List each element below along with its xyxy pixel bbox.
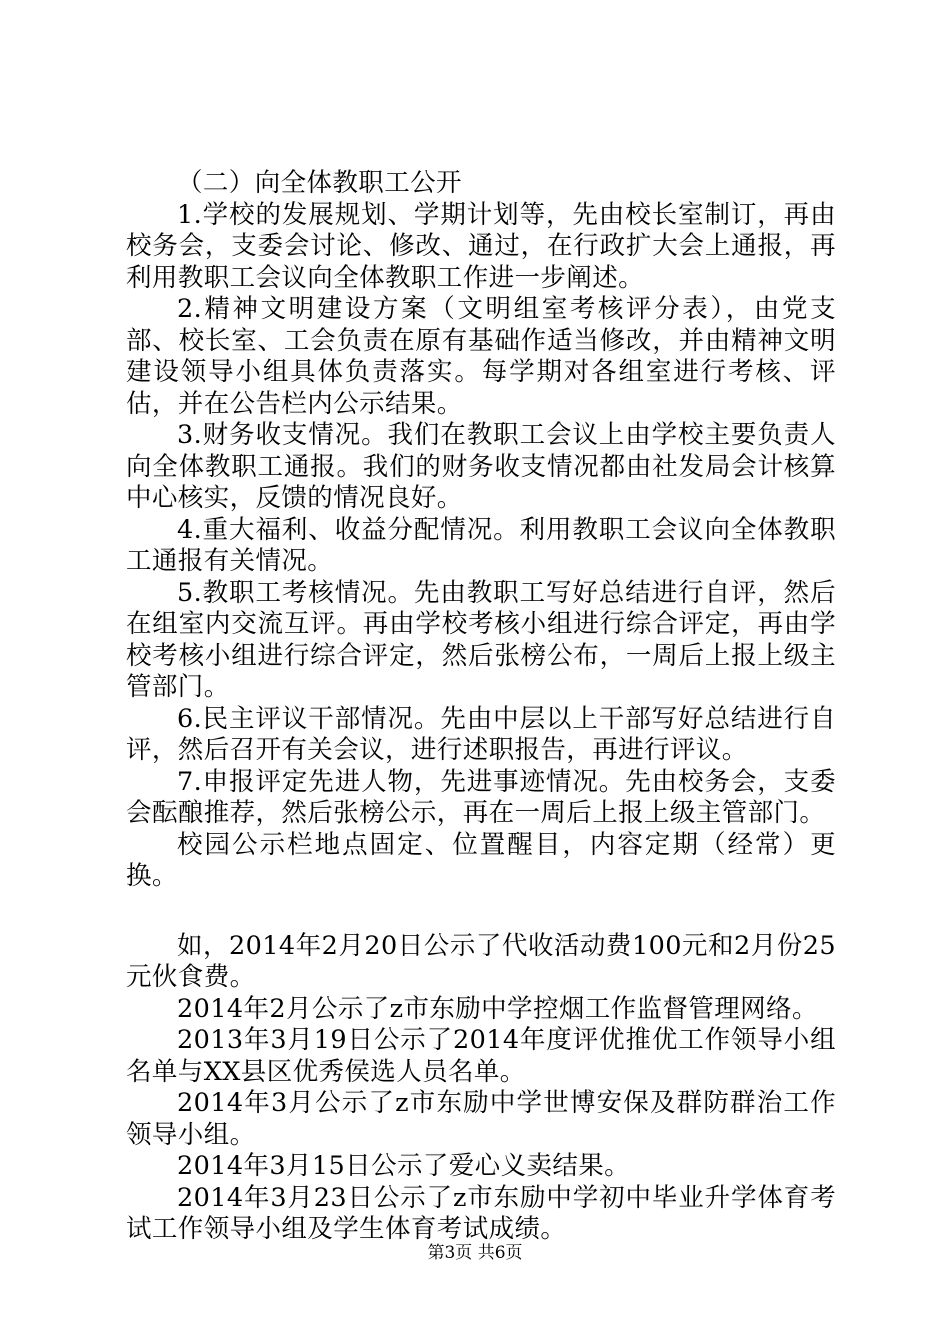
paragraph-civilization: 2.精神文明建设方案（文明组室考核评分表），由党支部、校长室、工会负责在原有基础作适当修改，并由精神文明建设领导小组具体负责落实。每学期对各组室进行考核、评估，并在公告栏内公示结果。 — [126, 294, 836, 419]
example-item: 2014年3月15日公示了爱心义卖结果。 — [177, 1151, 631, 1181]
example-item: 2014年2月公示了z市东励中学控烟工作监督管理网络。 — [177, 993, 818, 1024]
page-number-footer: 第3页 共6页 — [427, 1243, 523, 1263]
section-heading: （二）向全体教职工公开 — [177, 168, 462, 198]
document-body — [126, 168, 836, 1246]
paragraph-bulletin-board: 校园公示栏地点固定、位置醒目，内容定期（经常）更换。 — [126, 829, 836, 891]
paragraph-advanced-figures: 7.申报评定先进人物，先进事迹情况。先由校务会，支委会酝酿推荐，然后张榜公示，再在一周后上报上级主管部门。 — [126, 766, 836, 828]
example-item: 如，2014年2月20日公示了代收活动费100元和2月份25元伙食费。 — [126, 930, 836, 992]
paragraph-gap — [126, 893, 836, 931]
paragraph-welfare: 4.重大福利、收益分配情况。利用教职工会议向全体教职工通报有关情况。 — [126, 514, 836, 576]
paragraph-plan: 1.学校的发展规划、学期计划等，先由校长室制订，再由校务会，支委会讨论、修改、通过，在行政扩大会上通报，再利用教职工会议向全体教职工作进一步阐述。 — [126, 199, 836, 293]
paragraph-finance: 3.财务收支情况。我们在教职工会议上由学校主要负责人向全体教职工通报。我们的财务收支情况都由社发局会计核算中心核实，反馈的情况良好。 — [126, 420, 836, 513]
example-item: 2013年3月19日公示了2014年度评优推优工作领导小组名单与XX县区优秀侯选人员名单。 — [126, 1025, 836, 1087]
paragraph-cadre-review: 6.民主评议干部情况。先由中层以上干部写好总结进行自评，然后召开有关会议，进行述职报告，再进行评议。 — [126, 703, 836, 765]
example-item: 2014年3月公示了z市东励中学世博安保及群防群治工作领导小组。 — [126, 1088, 836, 1150]
example-item: 2014年3月23日公示了z市东励中学初中毕业升学体育考试工作领导小组及学生体育考试成绩。 — [126, 1182, 836, 1244]
paragraph-assessment: 5.教职工考核情况。先由教职工写好总结进行自评，然后在组室内交流互评。再由学校考核小组进行综合评定，再由学校考核小组进行综合评定，然后张榜公布，一周后上报上级主管部门。 — [126, 577, 836, 702]
